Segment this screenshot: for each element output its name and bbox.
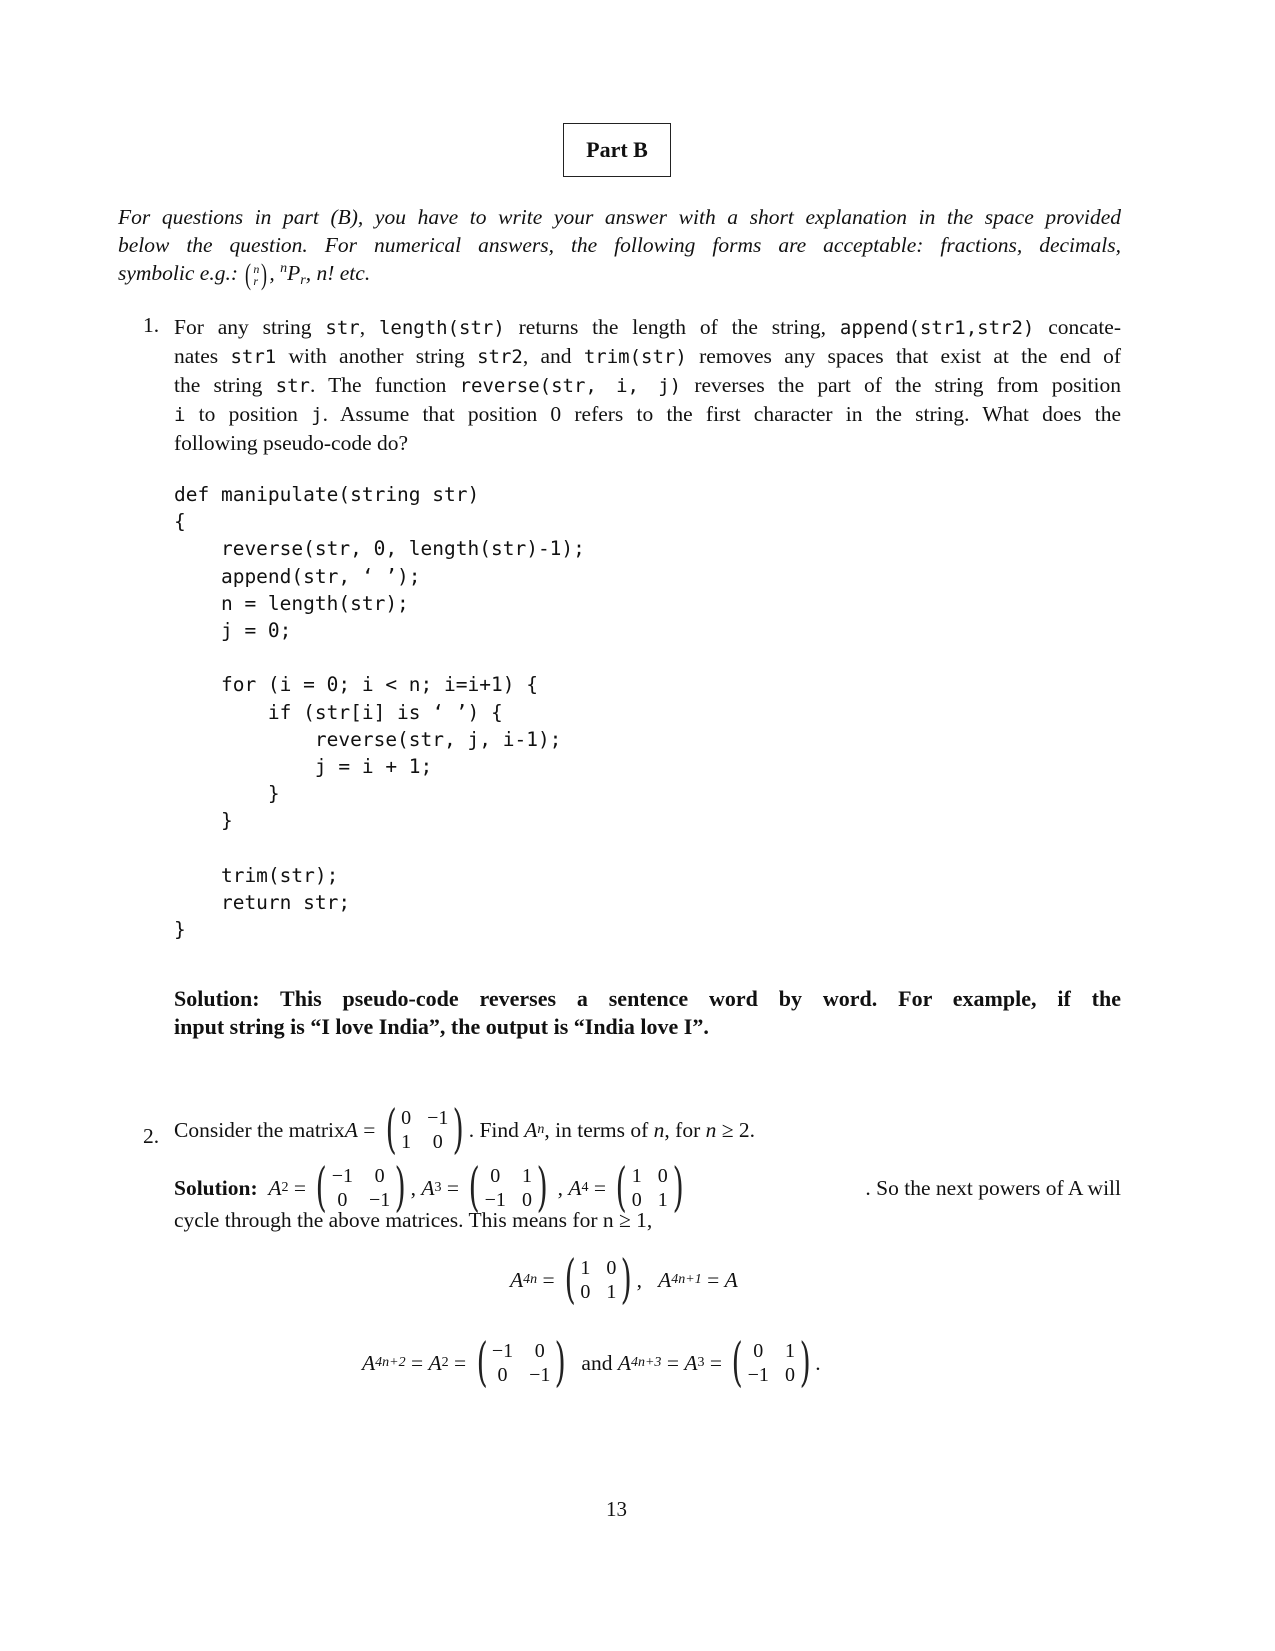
- and-word: and: [581, 1350, 613, 1375]
- q1-line-5: following pseudo-code do?: [174, 431, 409, 455]
- code-line: j = 0;: [174, 619, 292, 642]
- solution-1-line-2: input string is “I love India”, the output is “India love I”.: [174, 1014, 709, 1039]
- matrix-a: ( 0 −1 1 0 ): [385, 1100, 465, 1160]
- code-line: }: [174, 918, 186, 942]
- matrix-a2: ( −1 0 0 −1 ): [315, 1158, 407, 1218]
- code-line: return str;: [174, 891, 351, 914]
- code-line: j = i + 1;: [174, 755, 433, 778]
- solution-2-tail: . So the next powers of A will: [865, 1175, 1121, 1200]
- matrix-a3: ( 0 1 −1 0 ): [468, 1158, 548, 1218]
- code-line: append(str, ‘ ’);: [174, 564, 421, 588]
- question-2-solution-line-2: cycle through the above matrices. This means for n ≥ 1,: [174, 1208, 653, 1232]
- code-line: trim(str);: [174, 863, 339, 887]
- part-heading: Part B: [563, 123, 671, 177]
- question-1-text: [174, 313, 1121, 457]
- instructions: [118, 203, 1121, 292]
- code-line: for (i = 0; i < n; i=i+1) {: [174, 673, 538, 697]
- q2-mid: . Find: [468, 1117, 519, 1142]
- matrix-identity: ( 1 0 0 1 ): [564, 1250, 633, 1310]
- equation-a4n: A 4n = ( 1 0 0 1 ) , A 4n+1 = A: [510, 1250, 738, 1310]
- question-1-number: 1.: [143, 313, 160, 337]
- code-line: if (str[i] is ‘ ’) {: [174, 700, 503, 724]
- question-2-number: 2.: [143, 1124, 160, 1148]
- page-number: 13: [606, 1497, 627, 1521]
- code-line: def manipulate(string str): [174, 483, 480, 506]
- question-1-solution: [174, 985, 1121, 1041]
- matrix-a3-repeat: ( 0 1 −1 0 ): [731, 1333, 811, 1393]
- binomial-symbol: ( n r ): [245, 258, 268, 292]
- solution-1-line-1: Solution: This pseudo-code reverses a sentence word by word. For example, if the: [174, 986, 1121, 1011]
- code-line: }: [174, 782, 280, 806]
- matrix-a2-repeat: ( −1 0 0 −1 ): [476, 1333, 567, 1393]
- instructions-line-1: For questions in part (B), you have to write your answer with a short explanation in the space provided: [118, 205, 1121, 229]
- code-line: {: [174, 510, 186, 534]
- instructions-line-3: symbolic e.g.: ( n r ) , $^nP_r$, n! etc.: [118, 258, 371, 292]
- q2-end: , for: [664, 1117, 701, 1142]
- matrix-a4: ( 1 0 0 1 ): [615, 1158, 684, 1218]
- solution-2-label: Solution:: [174, 1175, 258, 1200]
- code-line: reverse(str, 0, length(str)-1);: [174, 537, 585, 561]
- q1-line-1: For any string str, length(str) returns the length of the string, append(str1,str2) concate-: [174, 315, 1122, 339]
- q2-mid2: , in terms of: [544, 1117, 649, 1142]
- question-2-text: Consider the matrix A = ( 0 −1 1 0 ) . Find A n , in terms of n , for n ≥ 2.: [174, 1100, 756, 1160]
- code-line: reverse(str, j, i-1);: [174, 727, 562, 751]
- instructions-line-2: below the question. For numerical answers, the following forms are acceptable: fractions, decimals,: [118, 233, 1121, 257]
- q1-line-2: nates str1 with another string str2, and trim(str) removes any spaces that exist at the end of: [174, 344, 1121, 368]
- question-2-solution-line-1: Solution: A 2 = ( −1 0 0 −1 ) , A 3 = ( 0 1 −1 0 ) , A 4 = ( 1 0 0 1 ) . So the next powers of A will: [174, 1158, 1121, 1218]
- q2-prefix: Consider the matrix: [174, 1117, 345, 1142]
- q1-line-4: i to position j. Assume that position 0 refers to the first character in the string. What does the: [174, 402, 1121, 426]
- instructions-tail: , n! etc.: [305, 261, 371, 285]
- equation-a4n2-a4n3: A 4n+2 = A 2 = ( −1 0 0 −1 ) and A 4n+3 = A 3 = ( 0 1 −1 0 ) .: [362, 1333, 821, 1393]
- code-line: }: [174, 809, 233, 833]
- q1-line-3: the string str. The function reverse(str, i, j) reverses the part of the string from position: [174, 373, 1121, 397]
- code-line: n = length(str);: [174, 591, 409, 615]
- instructions-line-3-text: symbolic e.g.:: [118, 261, 244, 285]
